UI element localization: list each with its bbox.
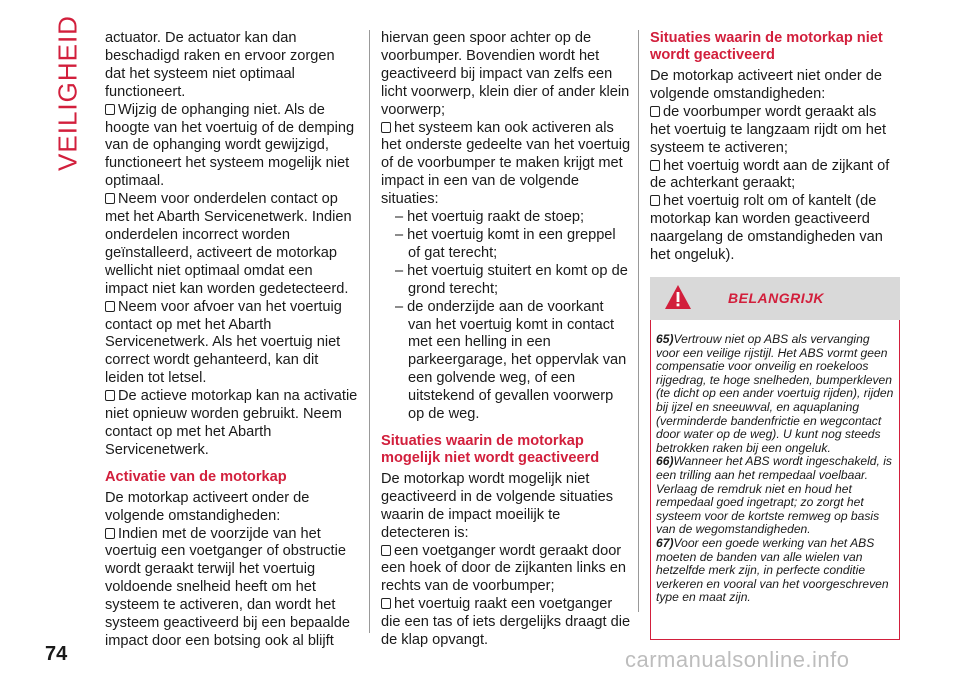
checkbox-bullet-icon: [381, 122, 391, 133]
checkbox-bullet-icon: [105, 104, 115, 115]
paragraph: actuator. De actuator kan dan beschadigd raken en ervoor zorgen dat het systeem niet optimaal functioneert.: [105, 30, 335, 100]
dash-item: – het voertuig stuitert en komt op de grond terecht;: [395, 262, 628, 297]
checkbox-bullet-icon: [650, 106, 660, 117]
dash-item: – het voertuig komt in een greppel of gat terecht;: [395, 226, 616, 261]
watermark: carmanualsonline.info: [625, 647, 850, 672]
dash-item: – het voertuig raakt de stoep;: [395, 209, 585, 226]
checkbox-bullet-icon: [105, 193, 115, 204]
bullet-item: Indien met de voorzijde van het voertuig een voetganger of obstructie wordt geraakt terwijl het voertuig voldoende snelheid heeft om het systeem te activeren, dan wordt het systeem geactiveerd bij een bepaalde impact door een botsing ook al blijft: [105, 525, 351, 649]
note-item: 66)Wanneer het ABS wordt ingeschakeld, is een trilling aan het rempedaal voelbaar. Verlaag de remdruk niet en houd het rempedaal goed ingetrapt; zo zorgt het systeem voor de kortste remweg op basis van de wegomstandigheden.: [656, 454, 892, 537]
dash-item: – de onderzijde aan de voorkant van het voertuig komt in contact met een helling in een parkeergarage, het oppervlak van een golvende weg, of een uitstekend of gevallen voorwerp op de weg.: [395, 298, 627, 423]
note-item: 65)Vertrouw niet op ABS als vervanging voor een veilige rijstijl. Het ABS vormt geen compensatie voor onveilig en roekeloos rijgedrag, te hoge snelheden, bumperkleven (te dicht op een ander voertuig rijden), rijden bij ijzel en sneeuwval, en aquaplaning (verminderde bandenfrictie en wegcontact door water op de weg). U kunt nog steeds betrokken raken bij een ongeluk.: [656, 332, 894, 455]
bullet-item: de voorbumper wordt geraakt als het voertuig te langzaam rijdt om het systeem te activeren;: [650, 103, 887, 156]
important-title: BELANGRIJK: [728, 290, 825, 306]
checkbox-bullet-icon: [650, 160, 660, 171]
checkbox-bullet-icon: [105, 390, 115, 401]
column-2: [381, 30, 631, 650]
bullet-item: een voetganger wordt geraakt door een hoek of door de zijkanten links en rechts van de voorbumper;: [381, 542, 627, 595]
note-item: 67)Voor een goede werking van het ABS moeten de banden van alle wielen van hetzelfde merk zijn, in perfecte conditie verkeren en vooral van het voorgeschreven type en maat zijn.: [656, 535, 889, 605]
checkbox-bullet-icon: [105, 528, 115, 539]
important-header: [650, 277, 900, 320]
checkbox-bullet-icon: [105, 301, 115, 312]
checkbox-bullet-icon: [381, 598, 391, 609]
bullet-item: Neem voor onderdelen contact op met het Abarth Servicenetwerk. Indien onderdelen incorrect worden geïnstalleerd, activeert de motorkap wellicht niet optimaal omdat een impact niet kan worden gedetecteerd.: [105, 191, 352, 297]
section-heading: Situaties waarin de motorkap mogelijk niet wordt geactiveerd: [381, 432, 600, 466]
column-3: [650, 30, 900, 265]
bullet-item: Wijzig de ophanging niet. Als de hoogte van het voertuig of de demping van de ophanging wordt gewijzigd, functioneert het systeem mogelijk niet optimaal.: [105, 101, 355, 190]
paragraph: De motorkap activeert niet onder de volgende omstandigheden:: [650, 68, 883, 102]
column-divider-2: [638, 30, 639, 612]
column-divider-1: [369, 30, 370, 633]
warning-triangle-icon: [664, 284, 692, 310]
section-heading: Activatie van de motorkap: [105, 468, 287, 485]
checkbox-bullet-icon: [381, 545, 391, 556]
bullet-item: het voertuig raakt een voetganger die een tas of iets dergelijks draagt die de klap opvangt.: [381, 596, 631, 649]
page-number: 74: [45, 643, 68, 665]
important-notes: [650, 320, 900, 640]
paragraph: De motorkap activeert onder de volgende omstandigheden:: [105, 489, 310, 524]
bullet-item: Neem voor afvoer van het voertuig contact op met het Abarth Servicenetwerk. Als het voertuig niet correct wordt gehanteerd, kan dit leiden tot letsel.: [105, 298, 342, 387]
note-number: 67): [656, 535, 674, 550]
section-heading: Situaties waarin de motorkap niet wordt geactiveerd: [650, 30, 883, 63]
bullet-item: het voertuig rolt om of kantelt (de motorkap kan worden geactiveerd naargelang de omstandigheden van het ongeluk).: [650, 193, 883, 264]
note-number: 66): [656, 454, 674, 469]
note-number: 65): [656, 332, 674, 346]
paragraph: De motorkap wordt mogelijk niet geactiveerd in de volgende situaties waarin de impact moeilijk te detecteren is:: [381, 470, 614, 541]
checkbox-bullet-icon: [650, 195, 660, 206]
bullet-item: De actieve motorkap kan na activatie niet opnieuw worden gebruikt. Neem contact op met het Abarth Servicenetwerk.: [105, 388, 358, 458]
column-1: [105, 30, 358, 651]
bullet-item: het voertuig wordt aan de zijkant of de achterkant geraakt;: [650, 157, 890, 192]
paragraph: hiervan geen spoor achter op de voorbumper. Bovendien wordt het geactiveerd bij impact van zelfs een licht voorwerp, klein dier of ander klein voorwerp;: [381, 30, 630, 118]
important-box: [650, 277, 900, 640]
bullet-item: het systeem kan ook activeren als het onderste gedeelte van het voertuig of de voorbumper te maken krijgt met impact in een van de volgende situaties:: [381, 119, 631, 208]
section-label: VEILIGHEID: [52, 14, 83, 171]
